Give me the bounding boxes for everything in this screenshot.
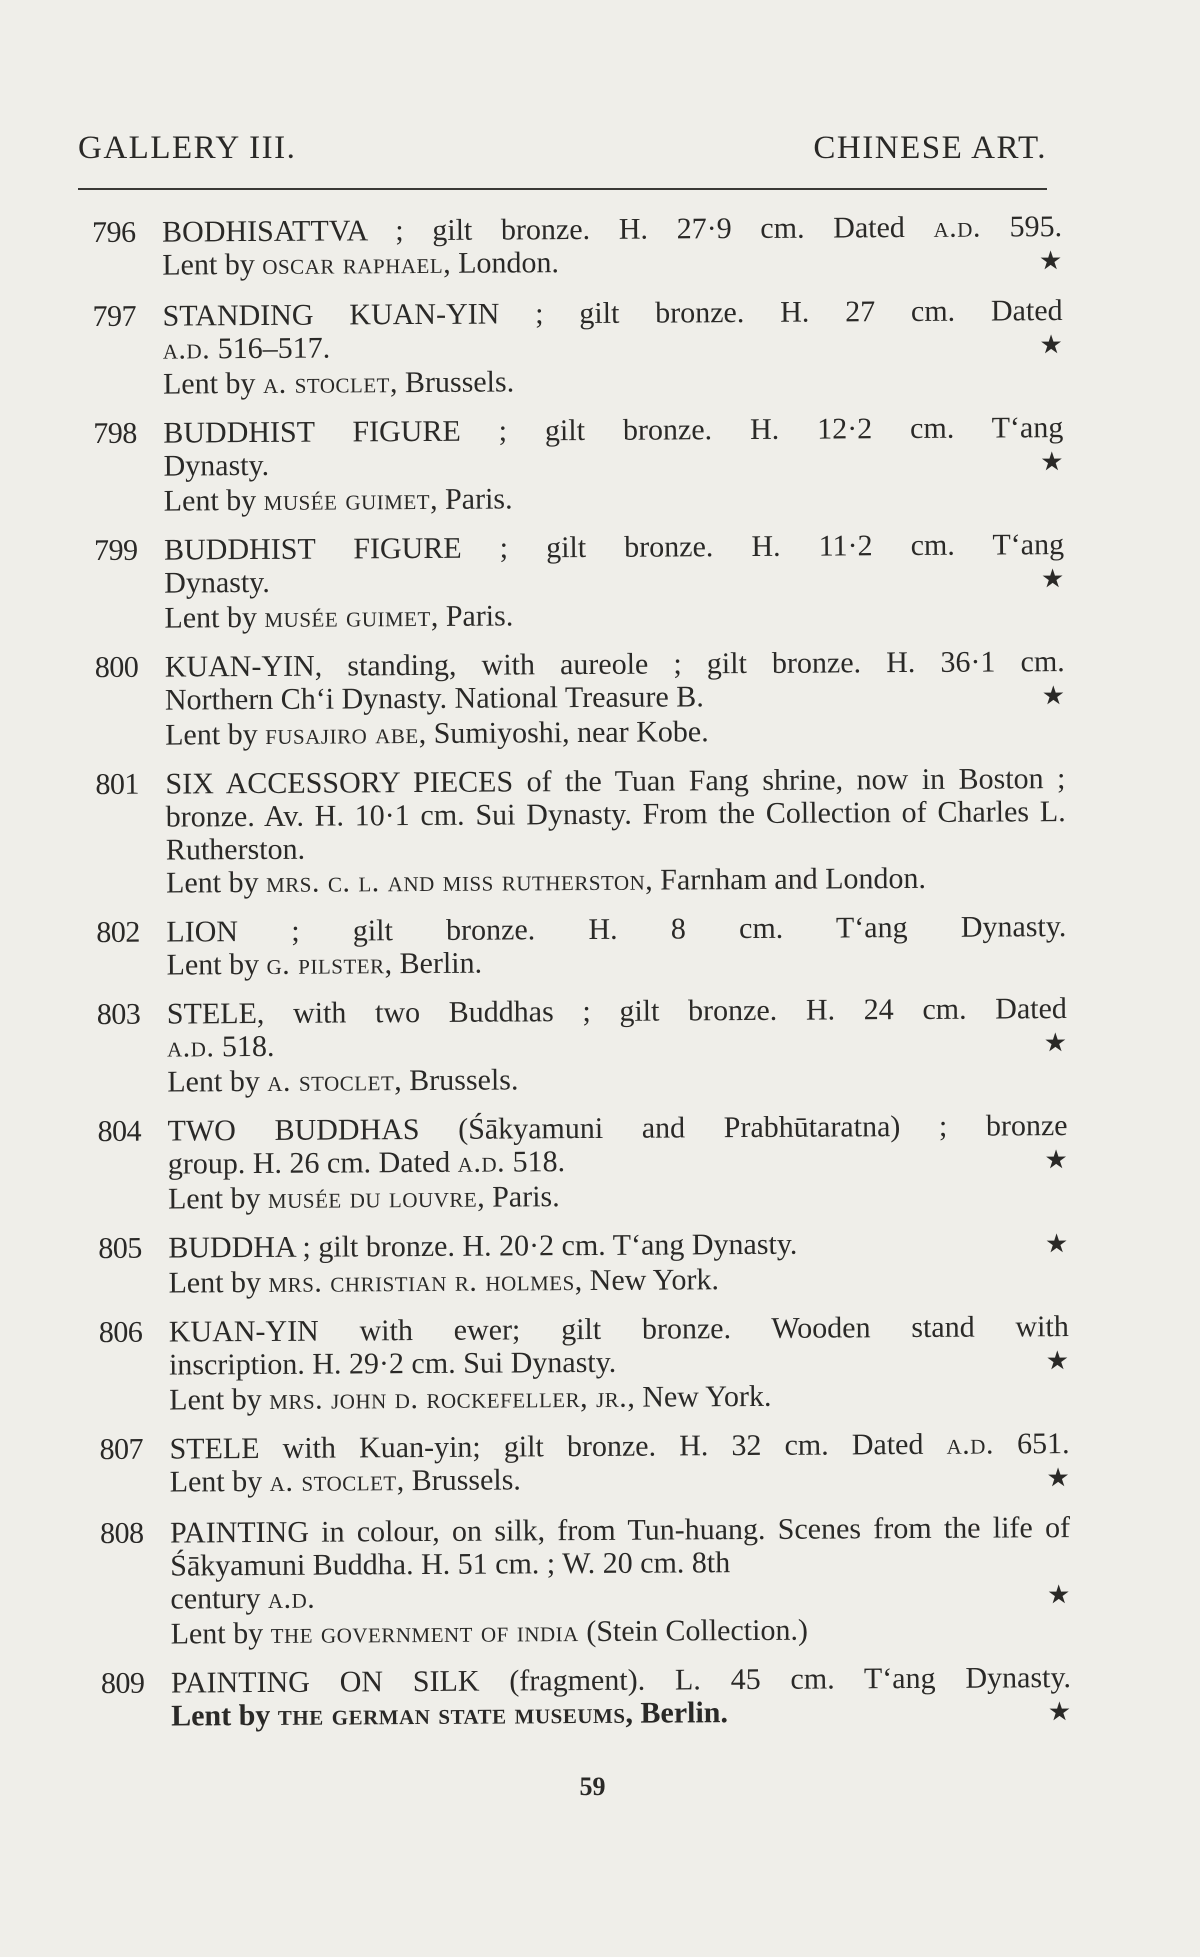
- page-number: 59: [579, 1772, 606, 1801]
- lender-name: fusajiro abe: [265, 717, 419, 751]
- lender-text: [162, 246, 559, 281]
- star-icon: ★: [1043, 1028, 1068, 1059]
- catalogue-entry-796: [92, 210, 1062, 284]
- lender-text: [168, 1180, 560, 1215]
- lender-prefix: Lent by: [171, 1698, 278, 1733]
- lender-name: a. stoclet: [262, 366, 391, 400]
- catalogue-entry-805: [98, 1226, 1068, 1300]
- lender-text: [171, 1614, 808, 1651]
- entry-description-tail: Dynasty.: [164, 565, 270, 600]
- lender-name: the german state museums: [277, 1696, 626, 1732]
- entry-lender: [164, 596, 1064, 634]
- lender-location: , Brussels.: [396, 1463, 521, 1498]
- catalogue-entry-803: [97, 992, 1068, 1099]
- lender-name: musée guimet: [264, 599, 431, 634]
- entry-description-line: STANDING KUAN-YIN ; gilt bronze. H. 27 cm. Dated: [162, 294, 1063, 333]
- lender-name: musée guimet: [263, 482, 431, 517]
- lender-text: [170, 1463, 521, 1498]
- lender-prefix: Lent by: [168, 1265, 269, 1300]
- lender-text: [171, 1696, 728, 1732]
- catalogue-entry-807: [99, 1427, 1069, 1501]
- entry-last-line: [165, 678, 1065, 718]
- entry-description: PAINTING in colour, on silk, from Tun-huang. Scenes from the life of Śākyamuni Buddha. H. 51 cm. ; W. 20 cm. 8th: [169, 1511, 1071, 1583]
- entry-description-line: PAINTING ON SILK (fragment). L. 45 cm. T‘ang Dynasty.: [170, 1661, 1072, 1700]
- catalogue-entry-802: [96, 910, 1066, 982]
- catalogue-entry-798: [93, 411, 1064, 518]
- entry-description-tail: group. H. 26 cm. Dated a.d. 518.: [167, 1145, 566, 1181]
- lender-name: a. stoclet: [269, 1464, 397, 1498]
- lender-location: (Stein Collection.): [578, 1613, 809, 1649]
- lender-prefix: Lent by: [162, 247, 263, 282]
- lender-prefix: Lent by: [169, 1382, 270, 1417]
- entry-number: 801: [95, 767, 140, 801]
- catalogue-entry-808: [100, 1511, 1071, 1651]
- lender-location: , Brussels.: [389, 365, 515, 400]
- lender-location: , Brussels.: [394, 1063, 519, 1098]
- entry-number: 804: [97, 1114, 142, 1148]
- entry-lender: [166, 943, 1066, 981]
- star-icon: ★: [1039, 330, 1063, 361]
- entry-lender: [169, 1378, 1069, 1416]
- entry-description-tail: BUDDHA ; gilt bronze. H. 20·2 cm. T‘ang Dynasty.: [168, 1227, 798, 1265]
- lender-name: mrs. john d. rockefeller, jr.: [269, 1380, 628, 1416]
- entry-description-tail: a.d. 518.: [166, 1029, 275, 1064]
- catalogue-entry-809: [101, 1661, 1071, 1735]
- entry-description-line: BUDDHIST FIGURE ; gilt bronze. H. 11·2 cm. T‘ang: [163, 528, 1065, 567]
- lender-name: mrs. christian r. holmes: [268, 1264, 575, 1299]
- entry-description-line: STELE, with two Buddhas ; gilt bronze. H. 24 cm. Dated: [166, 992, 1067, 1031]
- entry-lender: [168, 1261, 1068, 1299]
- lender-name: g. pilster: [266, 947, 385, 981]
- lender-prefix: Lent by: [164, 600, 265, 635]
- lender-name: the government of india: [270, 1615, 579, 1650]
- entry-description-tail: Dynasty.: [163, 448, 270, 483]
- lender-location: , New York.: [627, 1379, 772, 1414]
- lender-text: [167, 1063, 518, 1098]
- catalogue-entry-801: [95, 762, 1066, 900]
- catalogue-list: [92, 210, 1071, 1751]
- lender-text: [166, 947, 482, 982]
- star-icon: ★: [1046, 1463, 1070, 1494]
- entry-description-line: KUAN-YIN with ewer; gilt bronze. Wooden stand with: [168, 1310, 1069, 1349]
- entry-number: 809: [100, 1666, 145, 1700]
- entry-description-line: LION ; gilt bronze. H. 8 cm. T‘ang Dynasty.: [166, 910, 1067, 949]
- entry-number: 803: [96, 997, 141, 1031]
- entry-lender: [164, 479, 1064, 517]
- lender-location: , Paris.: [477, 1180, 560, 1214]
- entry-description-line: TWO BUDDHAS (Śākyamuni and Prabhūtaratna) ; bronze: [167, 1109, 1068, 1148]
- catalogue-entry-799: [94, 528, 1065, 635]
- lender-location: , Paris.: [429, 482, 513, 516]
- lender-text: [165, 715, 709, 751]
- entry-last-line: [167, 1025, 1067, 1065]
- entry-description-line: KUAN-YIN, standing, with aureole ; gilt bronze. H. 36·1 cm.: [164, 645, 1065, 684]
- lender-text: [166, 862, 926, 900]
- star-icon: ★: [1045, 1346, 1070, 1377]
- running-header: [78, 130, 1047, 174]
- lender-name: oscar raphael: [262, 246, 444, 281]
- entry-description-tail: inscription. H. 29·2 cm. Sui Dynasty.: [168, 1345, 617, 1382]
- entry-last-line: [163, 327, 1063, 367]
- lender-prefix: Lent by: [162, 366, 264, 401]
- entry-lender: [162, 243, 1062, 283]
- lender-prefix: Lent by: [169, 1464, 270, 1499]
- entry-last-line: [168, 1226, 1068, 1266]
- star-icon: ★: [1041, 681, 1066, 712]
- entry-last-line: [163, 444, 1063, 484]
- entry-lender: [163, 362, 1063, 400]
- lender-name: mrs. c. l. and miss rutherston: [265, 863, 646, 899]
- entry-description-line: BUDDHIST FIGURE ; gilt bronze. H. 12·2 cm. T‘ang: [163, 411, 1064, 450]
- star-icon: ★: [1044, 1229, 1069, 1260]
- star-icon: ★: [1044, 1145, 1068, 1176]
- lender-location: , Sumiyoshi, near Kobe.: [418, 715, 709, 751]
- entry-number: 806: [98, 1315, 143, 1349]
- entry-number: 797: [92, 299, 137, 333]
- star-icon: ★: [1047, 1697, 1072, 1728]
- entry-description-tail: Northern Ch‘i Dynasty. National Treasure B.: [164, 680, 704, 717]
- lender-prefix: Lent by: [165, 865, 267, 900]
- entry-description-line: BODHISATTVA ; gilt bronze. H. 27·9 cm. Dated a.d. 595.: [161, 210, 1063, 249]
- lender-location: , London.: [443, 246, 560, 280]
- entry-lender: [166, 861, 1066, 899]
- entry-number: 798: [93, 416, 137, 450]
- entry-lender: [171, 1612, 1071, 1650]
- lender-prefix: Lent by: [166, 947, 267, 982]
- gallery-heading: GALLERY III.: [78, 130, 297, 166]
- lender-location: , Farnham and London.: [645, 861, 927, 897]
- entry-lender: [167, 1060, 1067, 1098]
- entry-number: 808: [99, 1516, 144, 1550]
- header-rule: [78, 188, 1047, 190]
- entry-description-tail: century a.d.: [170, 1581, 316, 1616]
- entry-last-line: [170, 1577, 1070, 1617]
- lender-name: a. stoclet: [267, 1064, 395, 1098]
- catalogue-entry-800: [95, 645, 1066, 752]
- entry-description-line: STELE with Kuan-yin; gilt bronze. H. 32 cm. Dated a.d. 651.: [169, 1427, 1070, 1466]
- lender-location: , Berlin.: [625, 1696, 729, 1730]
- catalogue-entry-804: [97, 1109, 1068, 1216]
- catalogue-entry-806: [99, 1310, 1070, 1417]
- lender-text: [164, 482, 513, 517]
- lender-prefix: Lent by: [163, 483, 264, 518]
- entry-last-line: [169, 1343, 1069, 1383]
- star-icon: ★: [1040, 564, 1065, 595]
- entry-number: 796: [92, 215, 136, 249]
- entry-lender: [168, 1177, 1068, 1215]
- entry-number: 805: [98, 1231, 142, 1265]
- entry-description-tail: a.d. 516–517.: [162, 331, 331, 366]
- entry-lender: [170, 1460, 1070, 1500]
- section-heading: CHINESE ART.: [813, 130, 1047, 166]
- star-icon: ★: [1047, 1580, 1071, 1611]
- lender-text: [163, 365, 514, 400]
- lender-location: , New York.: [574, 1263, 720, 1298]
- lender-prefix: Lent by: [170, 1616, 271, 1651]
- lender-prefix: Lent by: [167, 1181, 269, 1216]
- entry-lender: [165, 713, 1065, 751]
- lender-text: [168, 1263, 719, 1299]
- star-icon: ★: [1040, 447, 1064, 478]
- entry-number: 800: [94, 650, 139, 684]
- catalogue-entry-797: [93, 294, 1064, 401]
- entry-last-line: [168, 1142, 1068, 1182]
- entry-number: 802: [96, 915, 140, 949]
- lender-prefix: Lent by: [165, 717, 266, 752]
- entry-number: 807: [99, 1432, 144, 1466]
- star-icon: ★: [1038, 246, 1063, 277]
- lender-location: , Paris.: [430, 599, 514, 633]
- entry-last-line: [164, 561, 1064, 601]
- lender-prefix: Lent by: [167, 1064, 268, 1099]
- entry-description: SIX ACCESSORY PIECES of the Tuan Fang shrine, now in Boston ; bronze. Av. H. 10·1 cm. Sui Dynasty. From the Collection of Charles L. Rutherston.: [165, 762, 1066, 867]
- lender-text: [164, 599, 513, 634]
- lender-location: , Berlin.: [384, 946, 483, 981]
- entry-number: 799: [93, 533, 138, 567]
- lender-name: musée du louvre: [267, 1180, 478, 1215]
- lender-text: [169, 1380, 771, 1417]
- entry-lender: [171, 1694, 1071, 1734]
